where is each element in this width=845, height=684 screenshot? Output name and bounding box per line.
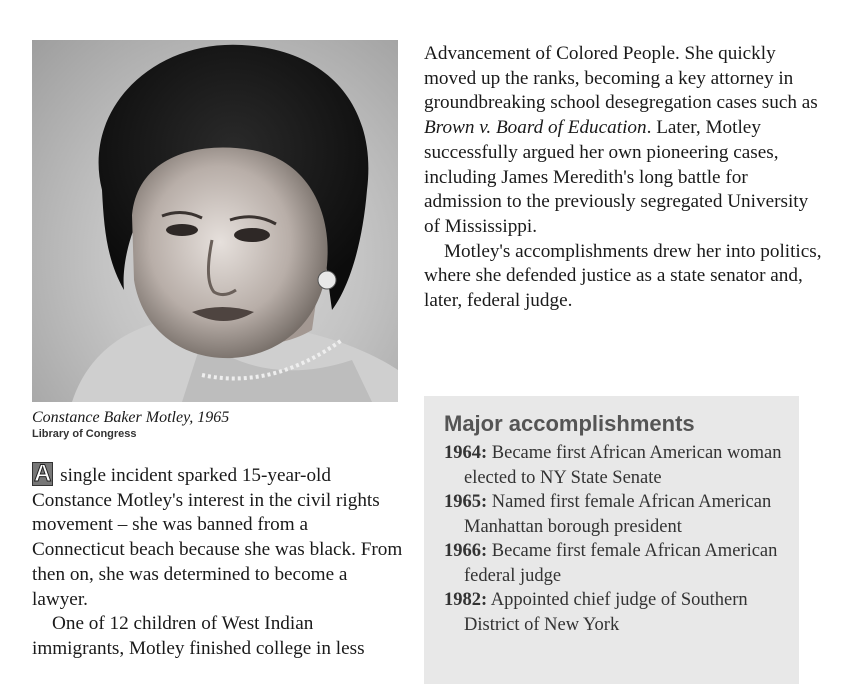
item-text: Became first African American woman elected to NY State Senate <box>464 443 782 488</box>
accomplishments-heading: Major accomplishments <box>444 411 695 436</box>
right-paragraph-2: Motley's accomplishments drew her into politics, where she defended justice as a state senator and, later, federal judge. <box>424 240 822 312</box>
left-paragraph-2: One of 12 children of West Indian immigrants, Motley finished college in less <box>32 613 365 659</box>
item-text: Named first female African American Manhattan borough president <box>464 492 772 537</box>
item-year: 1965: <box>444 492 488 512</box>
item-text: Became first female African American federal judge <box>464 541 778 586</box>
list-item <box>444 588 789 637</box>
case-name: Brown v. Board of Education <box>424 117 647 139</box>
caption-credit: Library of Congress <box>32 428 137 440</box>
right-paragraph-1-b: . Later, Motley successfully argued her own pioneering cases, including James Meredith's long battle for admission to the previously segregated University of Mississippi. <box>424 117 809 237</box>
right-paragraph-1-a: Advancement of Colored People. She quickly moved up the ranks, becoming a key attorney in groundbreaking school desegregation cases such as <box>424 43 818 114</box>
item-year: 1964: <box>444 443 488 463</box>
list-item <box>444 539 789 588</box>
left-paragraph-1 <box>32 462 404 612</box>
left-paragraph-1-text: single incident sparked 15-year-old Constance Motley's interest in the civil rights movement – she was banned from a Connecticut beach because she was black. From then on, she was determined to become a lawyer. <box>32 465 403 610</box>
accomplishments-box <box>424 396 799 684</box>
left-column <box>32 462 404 662</box>
accomplishments-list <box>444 441 789 637</box>
portrait-illustration <box>32 40 398 402</box>
portrait-photo <box>32 40 398 402</box>
list-item <box>444 441 789 490</box>
drop-cap: A <box>34 460 52 487</box>
item-year: 1982: <box>444 590 488 610</box>
photo-caption <box>32 408 402 441</box>
right-column <box>424 42 824 314</box>
item-year: 1966: <box>444 541 488 561</box>
caption-title: Constance Baker Motley, 1965 <box>32 409 230 426</box>
item-text: Appointed chief judge of Southern District of New York <box>464 590 748 635</box>
list-item <box>444 490 789 539</box>
right-paragraph-1 <box>424 42 824 240</box>
